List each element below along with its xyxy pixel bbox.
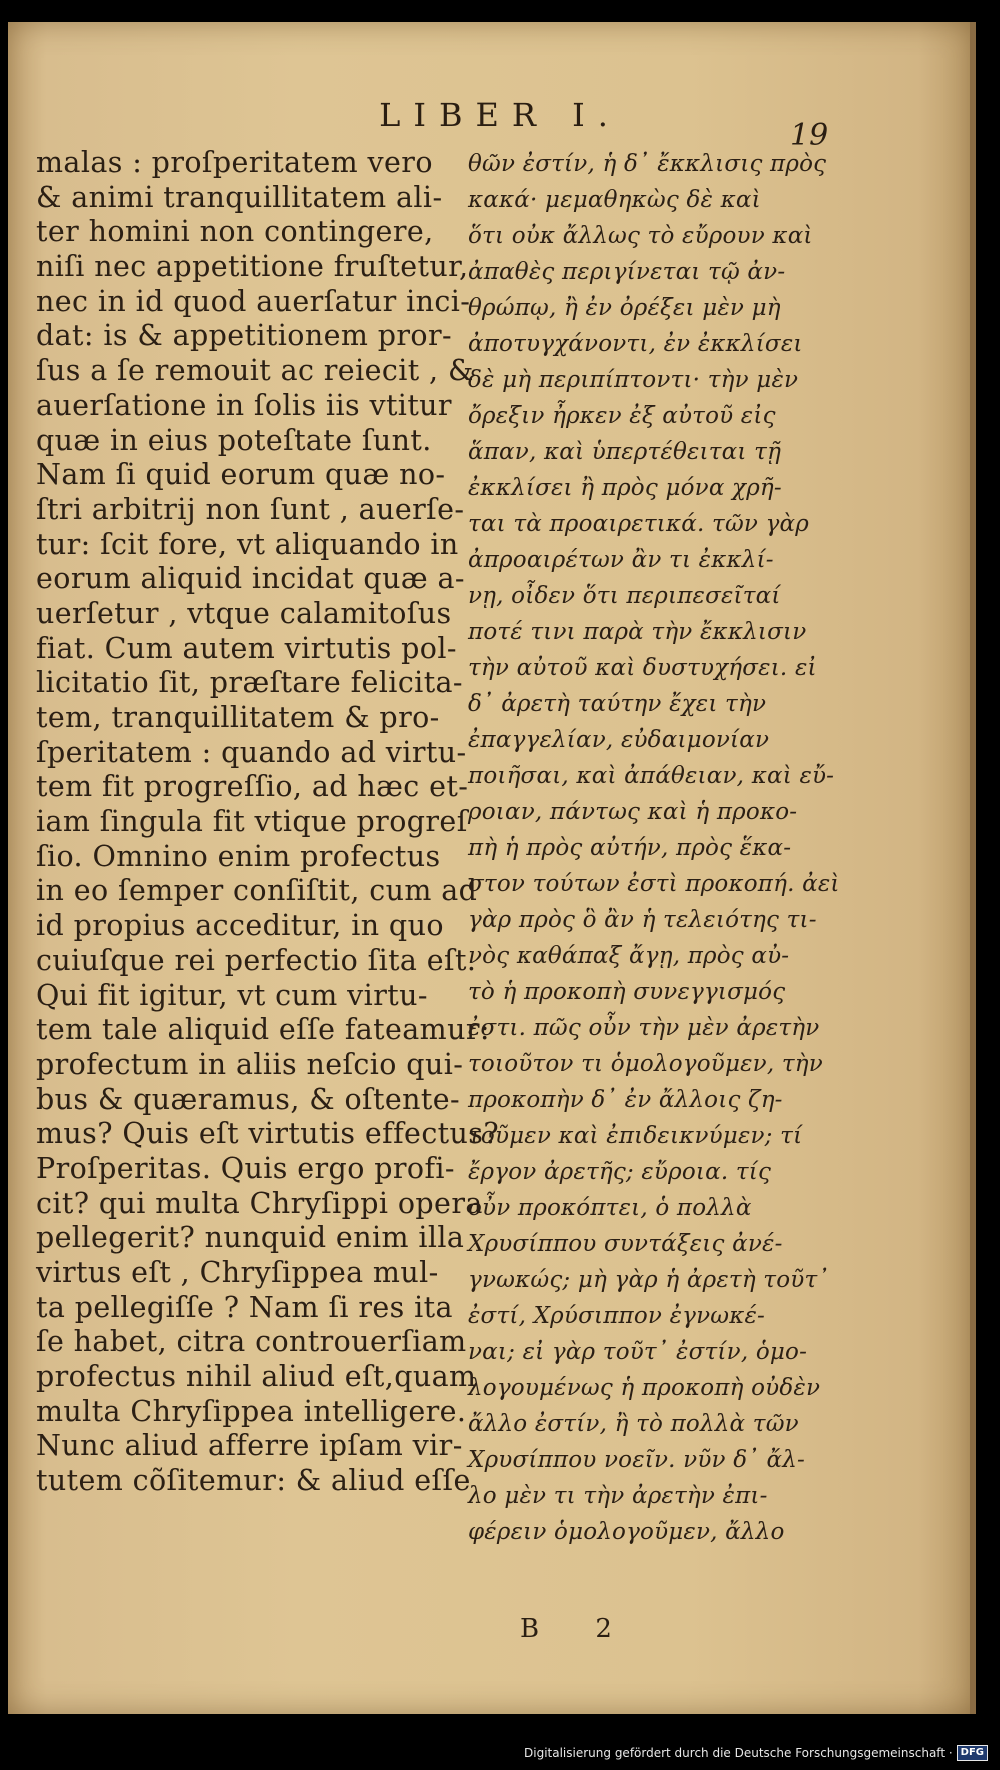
latin-line: cuiuſque rei perfectio ſita eſt. [36, 943, 477, 977]
greek-line: δ᾽ ἀρετὴ ταύτην ἔχει τὴν [468, 691, 767, 717]
latin-line: mus? Quis eſt virtutis effectus? [36, 1117, 499, 1151]
greek-line: ται τὰ προαιρετικά. τῶν γὰρ [468, 511, 809, 537]
latin-line: profectus nihil aliud eſt,quam [36, 1360, 477, 1394]
latin-line: ſtri arbitrij non ſunt , auerſe- [36, 492, 465, 526]
latin-line: ſe habet, citra controuerſiam [36, 1325, 467, 1359]
greek-line: ἐκκλίσει ἢ πρὸς μόνα χρῆ- [468, 475, 782, 501]
greek-line: θῶν ἐστίν, ἡ δ᾽ ἔκκλισις πρὸς [468, 151, 827, 177]
greek-line: γνωκώς; μὴ γὰρ ἡ ἀρετὴ τοῦτ᾽ [468, 1267, 830, 1293]
latin-line: ſus a ſe remouit ac reiecit , & [36, 354, 474, 388]
footer [524, 1742, 988, 1764]
latin-line: quæ in eius poteſtate ſunt. [36, 423, 432, 457]
greek-column [468, 146, 840, 1550]
latin-line: tem fit progreſſio, ad hæc et- [36, 770, 469, 804]
latin-line: eorum aliquid incidat quæ a- [36, 562, 465, 596]
greek-line: ἐστί, Χρύσιππον ἐγνωκέ- [468, 1303, 765, 1329]
greek-line: στον τούτων ἐστὶ προκοπή. ἀεὶ [468, 871, 840, 897]
latin-line: tur: ſcit fore, vt aliquando in [36, 527, 459, 561]
greek-line: ποιῆσαι, καὶ ἀπάθειαν, καὶ εὔ- [468, 763, 835, 789]
greek-line: ποτέ τινι παρὰ τὴν ἔκκλισιν [468, 619, 807, 645]
latin-line: tutem cõſitemur: & aliud eſſe [36, 1464, 471, 1498]
footer-credit: Digitalisierung gefördert durch die Deutsche Forschungsgemeinschaft · [524, 1746, 953, 1760]
page-number: 19 [790, 118, 829, 153]
latin-line: uerſetur , vtque calamitoſus [36, 596, 452, 630]
greek-line: γὰρ πρὸς ὃ ἂν ἡ τελειότης τι- [468, 907, 817, 933]
running-head: LIBER I. [379, 96, 621, 134]
greek-line: τοῦμεν καὶ ἐπιδεικνύμεν; τί [468, 1123, 803, 1149]
greek-line: τοιοῦτον τι ὁμολογοῦμεν, τὴν [468, 1051, 823, 1077]
latin-line: id propius acceditur, in quo [36, 909, 444, 943]
latin-line: iam ſingula fit vtique progreſ [36, 805, 468, 839]
greek-line: κακά· μεμαθηκὼς δὲ καὶ [468, 187, 761, 213]
latin-line: tem, tranquillitatem & pro- [36, 701, 440, 734]
greek-line: ροιαν, πάντως καὶ ἡ προκο- [468, 799, 798, 825]
greek-line: πὴ ἡ πρὸς αὐτήν, πρὸς ἕκα- [468, 835, 792, 861]
greek-line: φέρειν ὁμολογοῦμεν, ἄλλο [468, 1519, 785, 1545]
greek-line: Χρυσίππου συντάξεις ἀνέ- [468, 1231, 783, 1257]
latin-line: niſi nec appetitione fruſtetur, [36, 250, 469, 284]
latin-line: auerſatione in ſolis iis vtitur [36, 388, 452, 422]
latin-line: nec in id quod auerſatur inci- [36, 284, 471, 318]
greek-line: Χρυσίππου νοεῖν. νῦν δ᾽ ἄλ- [468, 1447, 805, 1473]
latin-line: Proſperitas. Quis ergo profi- [36, 1151, 455, 1185]
greek-line: ἅπαν, καὶ ὑπερτέθειται τῇ [468, 439, 782, 465]
dfg-logo-icon: DFG [957, 1745, 988, 1761]
latin-line: dat: is & appetitionem pror- [36, 319, 453, 353]
greek-line: ἔργον ἀρετῆς; εὔροια. τίς [468, 1159, 772, 1185]
greek-line: ὄρεξιν ἦρκεν ἐξ αὐτοῦ εἰς [468, 403, 776, 429]
latin-line: fiat. Cum autem virtutis pol- [36, 631, 457, 665]
latin-line: tem tale aliquid eſſe fateamur: [36, 1013, 490, 1047]
greek-line: νὸς καθάπαξ ἄγῃ, πρὸς αὐ- [468, 943, 790, 969]
latin-line: ſperitatem : quando ad virtu- [36, 735, 467, 769]
latin-line: ter homini non contingere, [36, 215, 434, 249]
greek-line: ἐπαγγελίαν, εὐδαιμονίαν [468, 727, 770, 753]
greek-line: τὴν αὐτοῦ καὶ δυστυχήσει. εἰ [468, 655, 817, 681]
greek-line: ἀπαθὲς περιγίνεται τῷ ἀν- [468, 259, 786, 285]
latin-line: pellegerit? nunquid enim illa [36, 1221, 465, 1255]
page-edge [970, 22, 976, 1714]
latin-column [36, 146, 499, 1499]
greek-line: ναι; εἰ γὰρ τοῦτ᾽ ἐστίν, ὁμο- [468, 1339, 808, 1365]
greek-line: νῃ, οἶδεν ὅτι περιπεσεῖταί [468, 583, 781, 609]
latin-line: ta pellegiſſe ? Nam ſi res ita [36, 1290, 453, 1324]
greek-line: ἄλλο ἐστίν, ἢ τὸ πολλὰ τῶν [468, 1411, 799, 1437]
greek-line: ὅτι οὐκ ἄλλως τὸ εὔρουν καὶ [468, 223, 813, 249]
latin-line: Nunc aliud afferre ipſam vir- [36, 1429, 463, 1463]
greek-line: δὲ μὴ περιπίπτοντι· τὴν μὲν [468, 367, 799, 393]
latin-line: licitatio ſit, præſtare felicita- [36, 666, 463, 700]
greek-line: τὸ ἡ προκοπὴ συνεγγισμός [468, 979, 786, 1005]
greek-line: λογουμένως ἡ προκοπὴ οὐδὲν [468, 1375, 821, 1401]
greek-line: θρώπῳ, ἢ ἐν ὀρέξει μὲν μὴ [468, 295, 781, 321]
greek-line: ἀπροαιρέτων ἂν τι ἐκκλί- [468, 547, 774, 573]
greek-line: λο μὲν τι τὴν ἀρετὴν ἐπι- [468, 1483, 768, 1509]
latin-line: in eo ſemper conſiſtit, cum ad [36, 874, 478, 908]
latin-line: Nam ſi quid eorum quæ no- [36, 458, 446, 492]
greek-line: προκοπὴν δ᾽ ἐν ἄλλοις ζη- [468, 1087, 783, 1113]
latin-line: ſio. Omnino enim profectus [36, 839, 441, 873]
latin-line: malas : proſperitatem vero [36, 146, 433, 179]
greek-line: ἀποτυγχάνοντι, ἐν ἐκκλίσει [468, 331, 803, 357]
latin-line: multa Chryſippea intelligere. [36, 1394, 467, 1428]
latin-line: profectum in aliis neſcio qui- [36, 1047, 464, 1081]
latin-line: Qui fit igitur, vt cum virtu- [36, 978, 428, 1012]
greek-line: ἐστι. πῶς οὖν τὴν μὲν ἀρετὴν [468, 1015, 820, 1041]
latin-line: & animi tranquillitatem ali- [36, 180, 443, 214]
greek-line: οὖν προκόπτει, ὁ πολλὰ [468, 1195, 752, 1221]
latin-line: virtus eſt , Chryſippea mul- [36, 1256, 439, 1289]
latin-line: cit? qui multa Chryſippi opera [36, 1186, 483, 1220]
latin-line: bus & quæramus, & oſtente- [36, 1082, 460, 1116]
signature-mark: B 2 [520, 1614, 636, 1644]
